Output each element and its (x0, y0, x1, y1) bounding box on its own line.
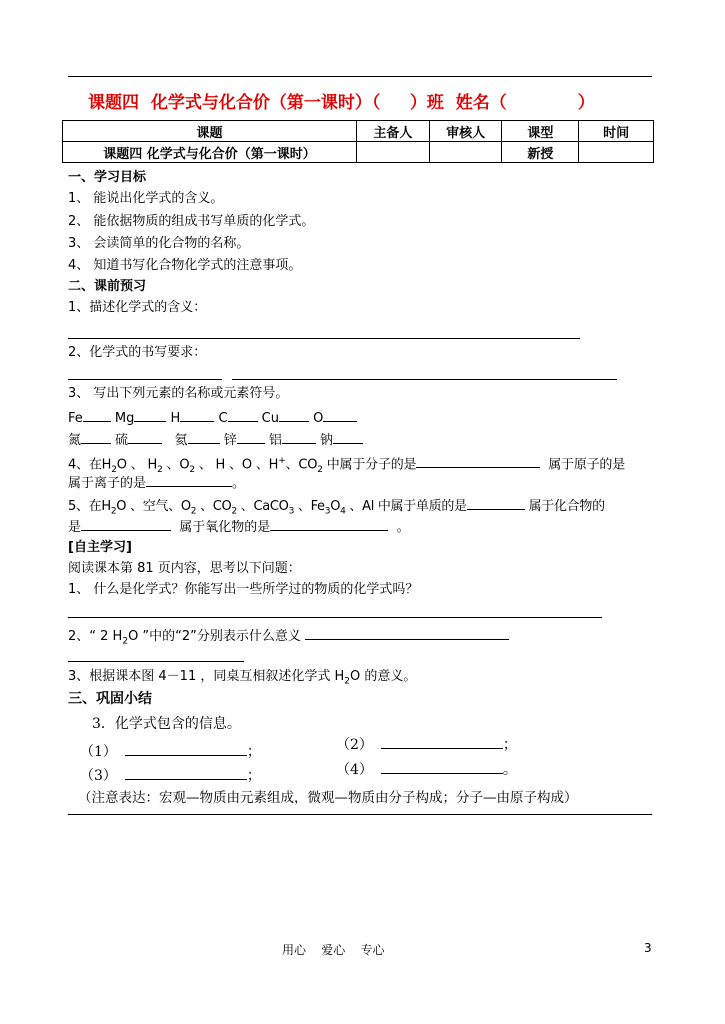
label: （1） (80, 744, 117, 760)
table-row (63, 142, 654, 163)
name-aluminum: 铝 (268, 433, 282, 448)
answer-blank[interactable] (68, 661, 244, 662)
answer-blank[interactable] (125, 743, 247, 756)
cell-topic: 课题四 化学式与化合价（第一课时） (63, 142, 357, 163)
name-helium: 氦 (174, 433, 188, 448)
summary-point-2 (336, 736, 517, 753)
subscript: 4 (340, 506, 346, 517)
punct: ； (502, 737, 517, 753)
answer-blank[interactable] (81, 518, 171, 531)
text: 2、“ 2 H (68, 629, 123, 644)
header-time: 时间 (579, 121, 654, 142)
label: （4） (336, 762, 373, 778)
text: O ”中的“2”分别表示什么意义 (128, 629, 301, 644)
cell-reviewer (429, 142, 502, 163)
name-sulfur: 硫 (115, 433, 129, 448)
answer-blank[interactable] (237, 431, 265, 444)
question-2h2o (68, 627, 509, 650)
superscript: + (278, 456, 286, 466)
text: 属于原子的是 (548, 457, 626, 473)
subscript: 2 (189, 464, 195, 475)
question-meaning: 1、描述化学式的含义： (68, 300, 207, 315)
answer-blank[interactable] (125, 767, 247, 780)
question-writing-rules: 2、化学式的书写要求： (68, 345, 207, 360)
section-heading-preview: 二、课前预习 (68, 279, 147, 294)
text: 。 (232, 476, 246, 491)
text: 、CO (285, 457, 318, 473)
symbol-h: H (170, 411, 181, 426)
section-heading-summary: 三、巩固小结 (68, 691, 152, 707)
top-rule (68, 76, 652, 77)
element-names-row (68, 431, 363, 449)
cell-time (579, 142, 654, 163)
cell-lesson-type: 新授 (502, 142, 579, 163)
text: O 、空气、O (116, 499, 191, 514)
subscript: 2 (344, 676, 350, 687)
punct: 。 (502, 762, 517, 778)
text: 5、在H (68, 499, 111, 514)
symbol-c: C (218, 411, 228, 426)
summary-item: 3．化学式包含的信息。 (92, 716, 241, 732)
text: 、 H 、O 、H (194, 457, 279, 473)
answer-blank[interactable] (83, 409, 111, 422)
label: （2） (336, 737, 373, 753)
element-symbols-row (68, 409, 357, 427)
answer-blank[interactable] (305, 627, 509, 640)
answer-blank[interactable] (188, 431, 220, 444)
subscript: 3 (324, 506, 331, 517)
answer-blank[interactable] (128, 431, 162, 444)
text: 属于离子的是 (68, 476, 147, 491)
text: 、Al 中属于单质的是 (345, 499, 467, 514)
subscript: 2 (122, 636, 129, 647)
answer-blank[interactable] (270, 518, 388, 531)
goal-item: 2、 能依据物质的组成书写单质的化学式。 (68, 214, 315, 229)
goal-item: 1、 能说出化学式的含义。 (68, 191, 224, 206)
header-preparer: 主备人 (356, 121, 429, 142)
text: 、Fe (294, 499, 325, 514)
question-particles-cont (68, 474, 245, 492)
punct: ； (246, 768, 261, 784)
header-lesson-type: 课型 (502, 121, 579, 142)
text: 、O (162, 457, 190, 473)
header-topic: 课题 (63, 121, 357, 142)
question-elements: 3、 写出下列元素的名称或元素符号。 (68, 386, 289, 401)
text: 中属于分子的是 (322, 457, 417, 473)
answer-blank[interactable] (146, 474, 232, 487)
section-heading-self-study: [自主学习] (68, 540, 132, 555)
text: 、CO (196, 499, 232, 514)
text: O 的意义。 (350, 669, 417, 684)
answer-blank[interactable] (467, 497, 525, 510)
symbol-o: O (313, 411, 324, 426)
subscript: 3 (288, 506, 295, 517)
question-classify-cont (68, 518, 410, 536)
answer-blank[interactable] (180, 409, 214, 422)
bottom-rule (68, 814, 652, 815)
text: O (330, 499, 341, 514)
subscript: 2 (111, 464, 117, 475)
answer-blank[interactable] (68, 379, 222, 380)
answer-blank[interactable] (68, 617, 602, 618)
symbol-mg: Mg (114, 411, 135, 426)
goal-item: 3、 会读简单的化合物的名称。 (68, 236, 250, 251)
answer-blank[interactable] (81, 431, 111, 444)
answer-blank[interactable] (68, 338, 580, 339)
subscript: 2 (190, 506, 197, 517)
cell-preparer (356, 142, 429, 163)
answer-blank[interactable] (323, 409, 357, 422)
footer-motto: 用心 爱心 专心 (282, 943, 385, 957)
section-heading-goals: 一、学习目标 (68, 170, 147, 185)
subscript: 2 (157, 464, 163, 475)
answer-blank[interactable] (333, 431, 363, 444)
name-zinc: 锌 (223, 433, 237, 448)
question-what-is-formula: 1、 什么是化学式？你能写出一些所学过的物质的化学式吗？ (68, 582, 419, 597)
text: 、CaCO (236, 499, 289, 514)
question-h2o-meaning (68, 669, 416, 690)
text: 属于氧化物的是 (179, 520, 271, 535)
text: 4、在H (68, 457, 112, 473)
question-classify (68, 497, 605, 520)
text: 。 (396, 520, 410, 535)
table-header-row (63, 121, 654, 142)
punct: ； (246, 744, 261, 760)
answer-blank[interactable] (279, 409, 309, 422)
header-reviewer: 审核人 (429, 121, 502, 142)
label: （3） (80, 768, 117, 784)
name-sodium: 钠 (320, 433, 334, 448)
answer-blank[interactable] (381, 761, 503, 774)
page-number: 3 (644, 941, 652, 955)
header-table (62, 120, 654, 163)
answer-blank[interactable] (416, 455, 540, 468)
answer-blank[interactable] (381, 736, 503, 749)
answer-blank[interactable] (232, 379, 617, 380)
subscript: 2 (317, 464, 323, 475)
text: 3、根据课本图 4－11 ，同桌互相叙述化学式 H (68, 669, 345, 684)
page-title: 课题四 化学式与化合价（第一课时）（ ）班 姓名（ ） (88, 93, 595, 113)
subscript: 2 (110, 506, 117, 517)
summary-point-4 (336, 761, 517, 778)
text: O 、 H (116, 457, 158, 473)
summary-note: （注意表达：宏观—物质由元素组成，微观—物质由分子构成；分子—由原子构成） (78, 790, 578, 806)
answer-blank[interactable] (134, 409, 166, 422)
summary-point-1 (80, 743, 261, 760)
answer-blank[interactable] (282, 431, 316, 444)
summary-point-3 (80, 767, 261, 784)
text: 属于化合物的 (528, 499, 605, 514)
goal-item: 4、 知道书写化合物化学式的注意事项。 (68, 258, 302, 273)
symbol-fe: Fe (68, 411, 83, 426)
self-study-intro: 阅读课本第 81 页内容，思考以下问题： (68, 561, 301, 576)
symbol-cu: Cu (261, 411, 279, 426)
subscript: 2 (231, 506, 237, 517)
answer-blank[interactable] (228, 409, 258, 422)
name-nitrogen: 氮 (68, 433, 82, 448)
text: 是 (68, 520, 82, 535)
